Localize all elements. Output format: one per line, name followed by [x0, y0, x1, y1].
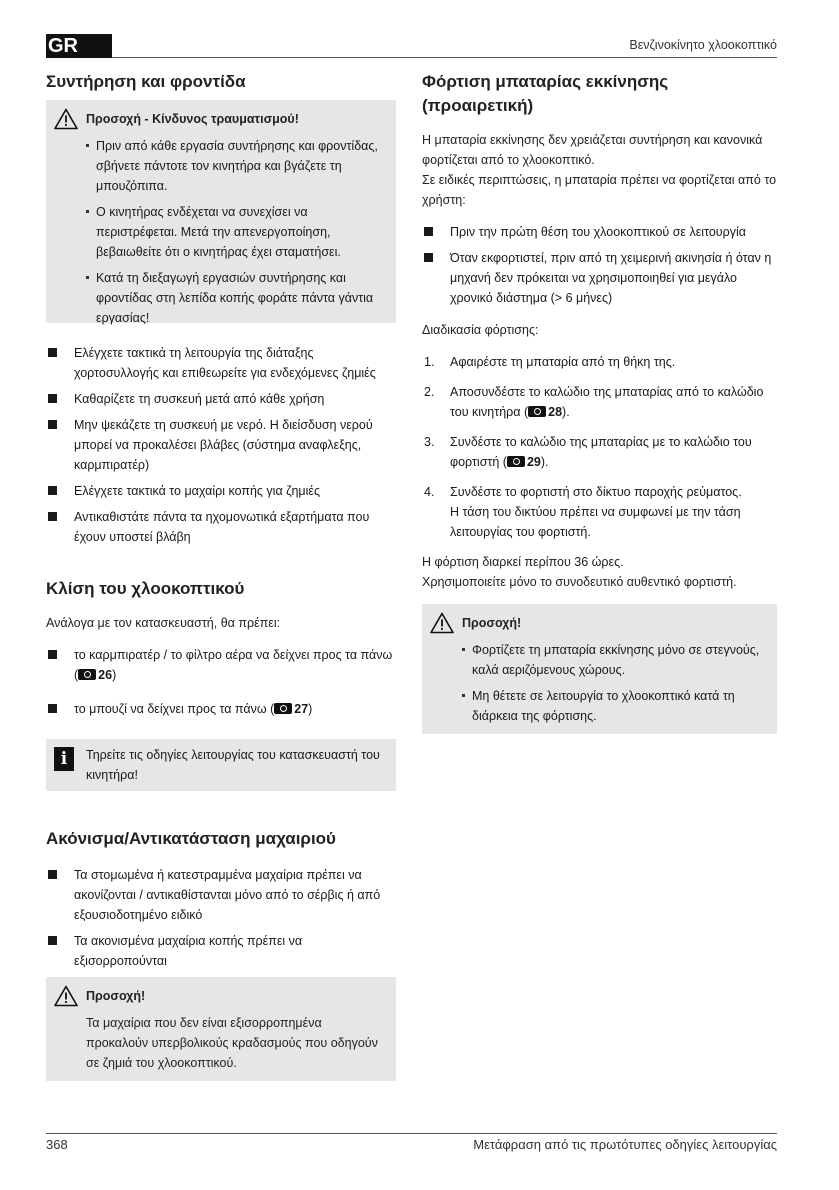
- list-item: Καθαρίζετε τη συσκευή μετά από κάθε χρήση: [46, 389, 396, 409]
- info-note-box: [46, 739, 396, 791]
- injury-warning-box: [46, 100, 396, 323]
- balance-warning-box: [46, 977, 396, 1081]
- camera-icon: [528, 406, 546, 417]
- list-item: Μην ψεκάζετε τη συσκευή με νερό. Η διείσδυση νερού μπορεί να προκαλέσει βλάβες (σύστημα αναφλεξης, καρμπιρατέρ): [46, 415, 396, 475]
- step-item: 2. Αποσυνδέστε το καλώδιο της μπαταρίας από το καλώδιο του κινητήρα ( 28).: [424, 385, 764, 419]
- camera-icon: [507, 456, 525, 467]
- page-number: 368: [46, 1137, 68, 1152]
- list-item: Πριν από κάθε εργασία συντήρησης και φροντίδας, σβήνετε πάντοτε τον κινητήρα και βγάζετε τη μπουζόπιπα.: [86, 136, 386, 196]
- list-item: Κατά τη διεξαγωγή εργασιών συντήρησης και φροντίδας στη λεπίδα κοπής φοράτε πάντα γάντια εργασίας!: [86, 268, 386, 328]
- warning-triangle-icon: [54, 985, 78, 1007]
- left-column: [46, 68, 396, 1081]
- list-item: το μπουζί να δείχνει προς τα πάνω ( 27): [46, 699, 396, 719]
- warning-title: Προσοχή - Κίνδυνος τραυματισμού!: [86, 112, 299, 126]
- list-item: Ελέγχετε τακτικά τη λειτουργία της διάταξης χορτοσυλλογής και επιθεωρείτε για ενδεχόμενες ζημιές: [46, 343, 396, 383]
- list-item: Πριν την πρώτη θέση του χλοοκοπτικού σε λειτουργία: [422, 222, 777, 242]
- sharpening-list: [46, 865, 396, 971]
- procedure-label: Διαδικασία φόρτισης:: [422, 323, 539, 337]
- warning-list: [54, 136, 386, 328]
- battery-heading: Φόρτιση μπαταρίας εκκίνησης (προαιρετική): [422, 72, 669, 115]
- warning-triangle-icon: [430, 612, 454, 634]
- maintenance-heading: Συντήρηση και φροντίδα: [46, 72, 246, 91]
- list-item: Τα ακονισμένα μαχαίρια κοπής πρέπει να εξισορροπούνται: [46, 931, 396, 971]
- warning-list: [430, 640, 767, 726]
- charger-note: Χρησιμοποιείτε μόνο το συνοδευτικό αυθεντικό φορτιστή.: [422, 575, 737, 589]
- figure-ref: 29: [507, 455, 541, 469]
- warning-text: Τα μαχαίρια που δεν είναι εξισορροπημένα προκαλούν υπερβολικούς κραδασμούς που οδηγούν σε ζημιά του χλοοκοπτικού.: [86, 1016, 378, 1070]
- tilt-intro: Ανάλογα με τον κατασκευαστή, θα πρέπει:: [46, 616, 281, 630]
- list-item: Ελέγχετε τακτικά το μαχαίρι κοπής για ζημιές: [46, 481, 396, 501]
- step-item: 3. Συνδέστε το καλώδιο της μπαταρίας με το καλώδιο του φορτιστή ( 29).: [424, 435, 752, 469]
- list-item: Αντικαθιστάτε πάντα τα ηχομονωτικά εξαρτήματα που έχουν υποστεί βλάβη: [46, 507, 396, 547]
- tilt-list: [46, 645, 396, 719]
- list-item: Όταν εκφορτιστεί, πριν από τη χειμερινή ακινησία ή όταν η μηχανή δεν πρόκειται να χρησιμοποιηθεί για μεγάλο χρονικό διάστημα (> 6 μήνες): [422, 248, 777, 308]
- list-item: το καρμπιρατέρ / το φίλτρο αέρα να δείχνει προς τα πάνω ( 26): [46, 645, 396, 685]
- charge-conditions-list: [422, 222, 777, 308]
- tilt-heading: Κλίση του χλοοκοπτικού: [46, 579, 245, 598]
- list-item: Τα στομωμένα ή κατεστραμμένα μαχαίρια πρέπει να ακονίζονται / αντικαθίστανται μόνο από το σέρβις ή από εξουσιοδοτημένο ειδικό: [46, 865, 396, 925]
- page-footer: [46, 1133, 777, 1152]
- battery-para-1: Η μπαταρία εκκίνησης δεν χρειάζεται συντήρηση και κανονικά φορτίζεται από το χλοοκοπτικό.: [422, 133, 763, 167]
- language-badge: GR: [46, 34, 112, 58]
- info-icon: i: [54, 747, 74, 771]
- list-item: Ο κινητήρας ενδέχεται να συνεχίσει να περιστρέφεται. Μετά την απενεργοποίηση, βεβαιωθείτε ότι ο κινητήρας έχει σταματήσει.: [86, 202, 386, 262]
- warning-triangle-icon: [54, 108, 78, 130]
- charging-duration: Η φόρτιση διαρκεί περίπου 36 ώρες.: [422, 555, 624, 569]
- figure-ref: 27: [274, 702, 308, 716]
- info-text: Τηρείτε τις οδηγίες λειτουργίας του κατασκευαστή του κινητήρα!: [86, 748, 380, 782]
- maintenance-list: [46, 343, 396, 547]
- sharpening-heading: Ακόνισμα/Αντικατάσταση μαχαιριού: [46, 829, 336, 848]
- warning-title: Προσοχή!: [462, 616, 522, 630]
- footer-text: Μετάφραση από τις πρωτότυπες οδηγίες λειτουργίας: [473, 1137, 777, 1152]
- charging-warning-box: [422, 604, 777, 734]
- right-column: [422, 68, 777, 734]
- page-header: [46, 34, 777, 58]
- figure-ref: 26: [78, 668, 112, 682]
- camera-icon: [78, 669, 96, 680]
- battery-para-2: Σε ειδικές περιπτώσεις, η μπαταρία πρέπει να φορτίζεται από το χρήστη:: [422, 173, 777, 207]
- step-item: 4. Συνδέστε το φορτιστή στο δίκτυο παροχής ρεύματος. Η τάση του δικτύου πρέπει να συμφωνεί με την τάση λειτουργίας του φορτιστή.: [424, 485, 742, 539]
- list-item: Μη θέτετε σε λειτουργία το χλοοκοπτικό κατά τη διάρκεια της φόρτισης.: [462, 686, 767, 726]
- figure-ref: 28: [528, 405, 562, 419]
- document-title: Βενζινοκίνητο χλοοκοπτικό: [629, 38, 777, 52]
- charging-steps: [422, 352, 777, 542]
- step-item: 1. Αφαιρέστε τη μπαταρία από τη θήκη της.: [424, 355, 676, 369]
- warning-title: Προσοχή!: [86, 989, 146, 1003]
- camera-icon: [274, 703, 292, 714]
- list-item: Φορτίζετε τη μπαταρία εκκίνησης μόνο σε στεγνούς, καλά αεριζόμενους χώρους.: [462, 640, 767, 680]
